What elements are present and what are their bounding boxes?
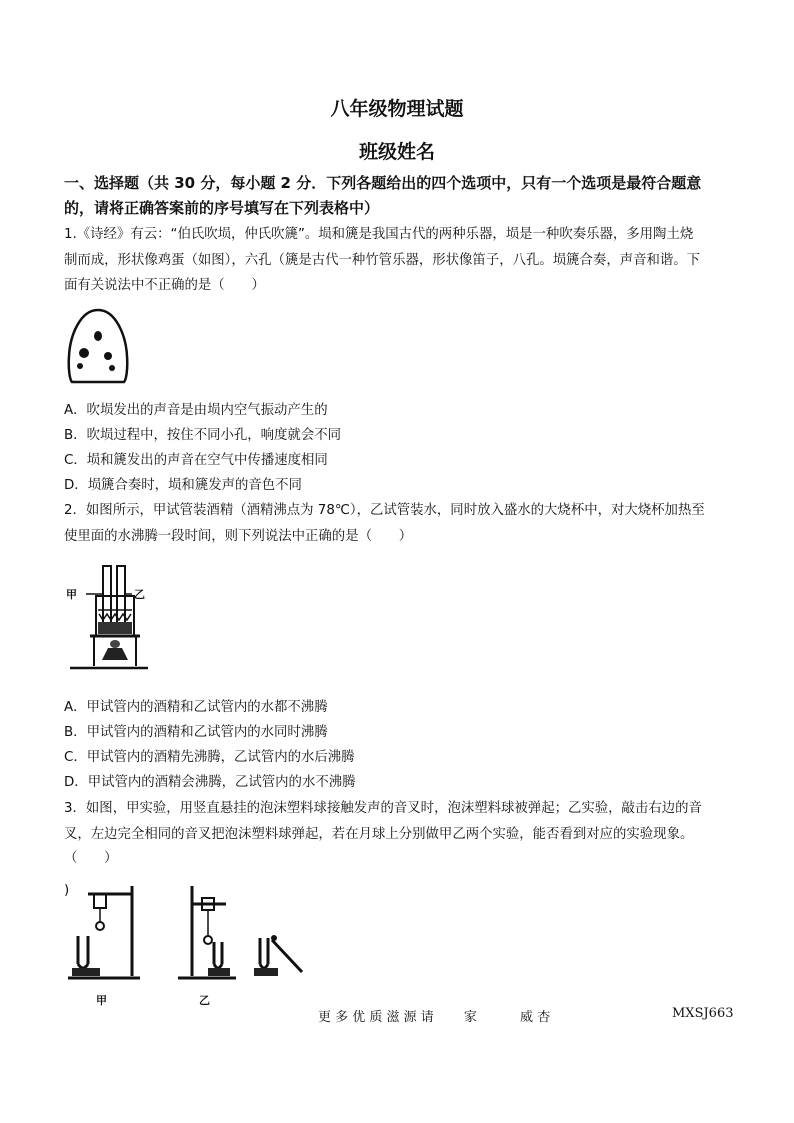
q3-fig-label-yi: 乙 <box>199 994 210 1007</box>
footer-code: MXSJ663 <box>672 1006 734 1021</box>
q2-option-c: C．甲试管内的酒精先沸腾，乙试管内的水后沸腾 <box>64 750 355 765</box>
q2-text-line1: 2．如图所示，甲试管装酒精（酒精沸点为 78℃），乙试管装水，同时放入盛水的大烧杯中，对大烧杯加热至 <box>64 503 705 518</box>
q2-text-line2: 使里面的水沸腾一段时间，则下列说法中正确的是（ ） <box>64 529 413 544</box>
q1-text-line3: 面有关说法中不正确的是（ ） <box>64 278 265 293</box>
q3-text-line2: 叉，左边完全相同的音叉把泡沫塑料球弹起，若在月球上分别做甲乙两个实验，能否看到对应的实验现象。 <box>64 827 694 842</box>
q3-text-line1: 3．如图，甲实验，用竖直悬挂的泡沫塑料球接触发声的音叉时，泡沫塑料球被弹起；乙实验，敲击右边的音 <box>64 801 702 816</box>
q1-option-b: B．吹埙过程中，按住不同小孔，响度就会不同 <box>64 428 341 443</box>
q1-text-line1: 1.《诗经》有云：“伯氏吹埙，仲氏吹篪”。埙和篪是我国古代的两种乐器，埙是一种吹奏乐器，多用陶土烧 <box>64 227 694 242</box>
q3-text-line3: （ ） <box>64 851 118 866</box>
q3-text-line4: ) <box>64 883 70 898</box>
test-tube-beaker-figure <box>66 562 152 674</box>
q2-option-a: A．甲试管内的酒精和乙试管内的水都不沸腾 <box>64 700 328 715</box>
q1-option-a: A．吹埙发出的声音是由埙内空气振动产生的 <box>64 403 328 418</box>
footer-ad-text: 更 多 优 质 滋 源 请 家 威 杏 <box>318 1010 551 1025</box>
page-title: 八年级物理试题 <box>330 98 464 120</box>
section-heading-line1: 一、选择题（共 30 分，每小题 2 分．下列各题给出的四个选项中，只有一个选项是最符合题意 <box>64 174 702 192</box>
q1-text-line2: 制而成，形状像鸡蛋（如图），六孔（篪是古代一种竹管乐器，形状像笛子，八孔。埙篪合奏，声音和谐。下 <box>64 253 701 268</box>
q2-option-b: B．甲试管内的酒精和乙试管内的水同时沸腾 <box>64 725 328 740</box>
q2-option-d: D．甲试管内的酒精会沸腾，乙试管内的水不沸腾 <box>64 775 356 790</box>
q2-fig-label-yi: 乙 <box>134 588 145 601</box>
q2-fig-label-jia: 甲 <box>66 588 77 601</box>
q3-fig-label-jia: 甲 <box>96 994 107 1007</box>
class-name-line: 班级姓名 <box>358 141 435 163</box>
q1-option-c: C．埙和篪发出的声音在空气中传播速度相同 <box>64 453 328 468</box>
section-heading-line2: 的，请将正确答案前的序号填写在下列表格中） <box>64 199 380 217</box>
xun-instrument-figure <box>62 306 134 386</box>
tuning-fork-experiment-figure <box>66 880 316 986</box>
q1-option-d: D．埙篪合奏时，埙和篪发声的音色不同 <box>64 478 302 493</box>
